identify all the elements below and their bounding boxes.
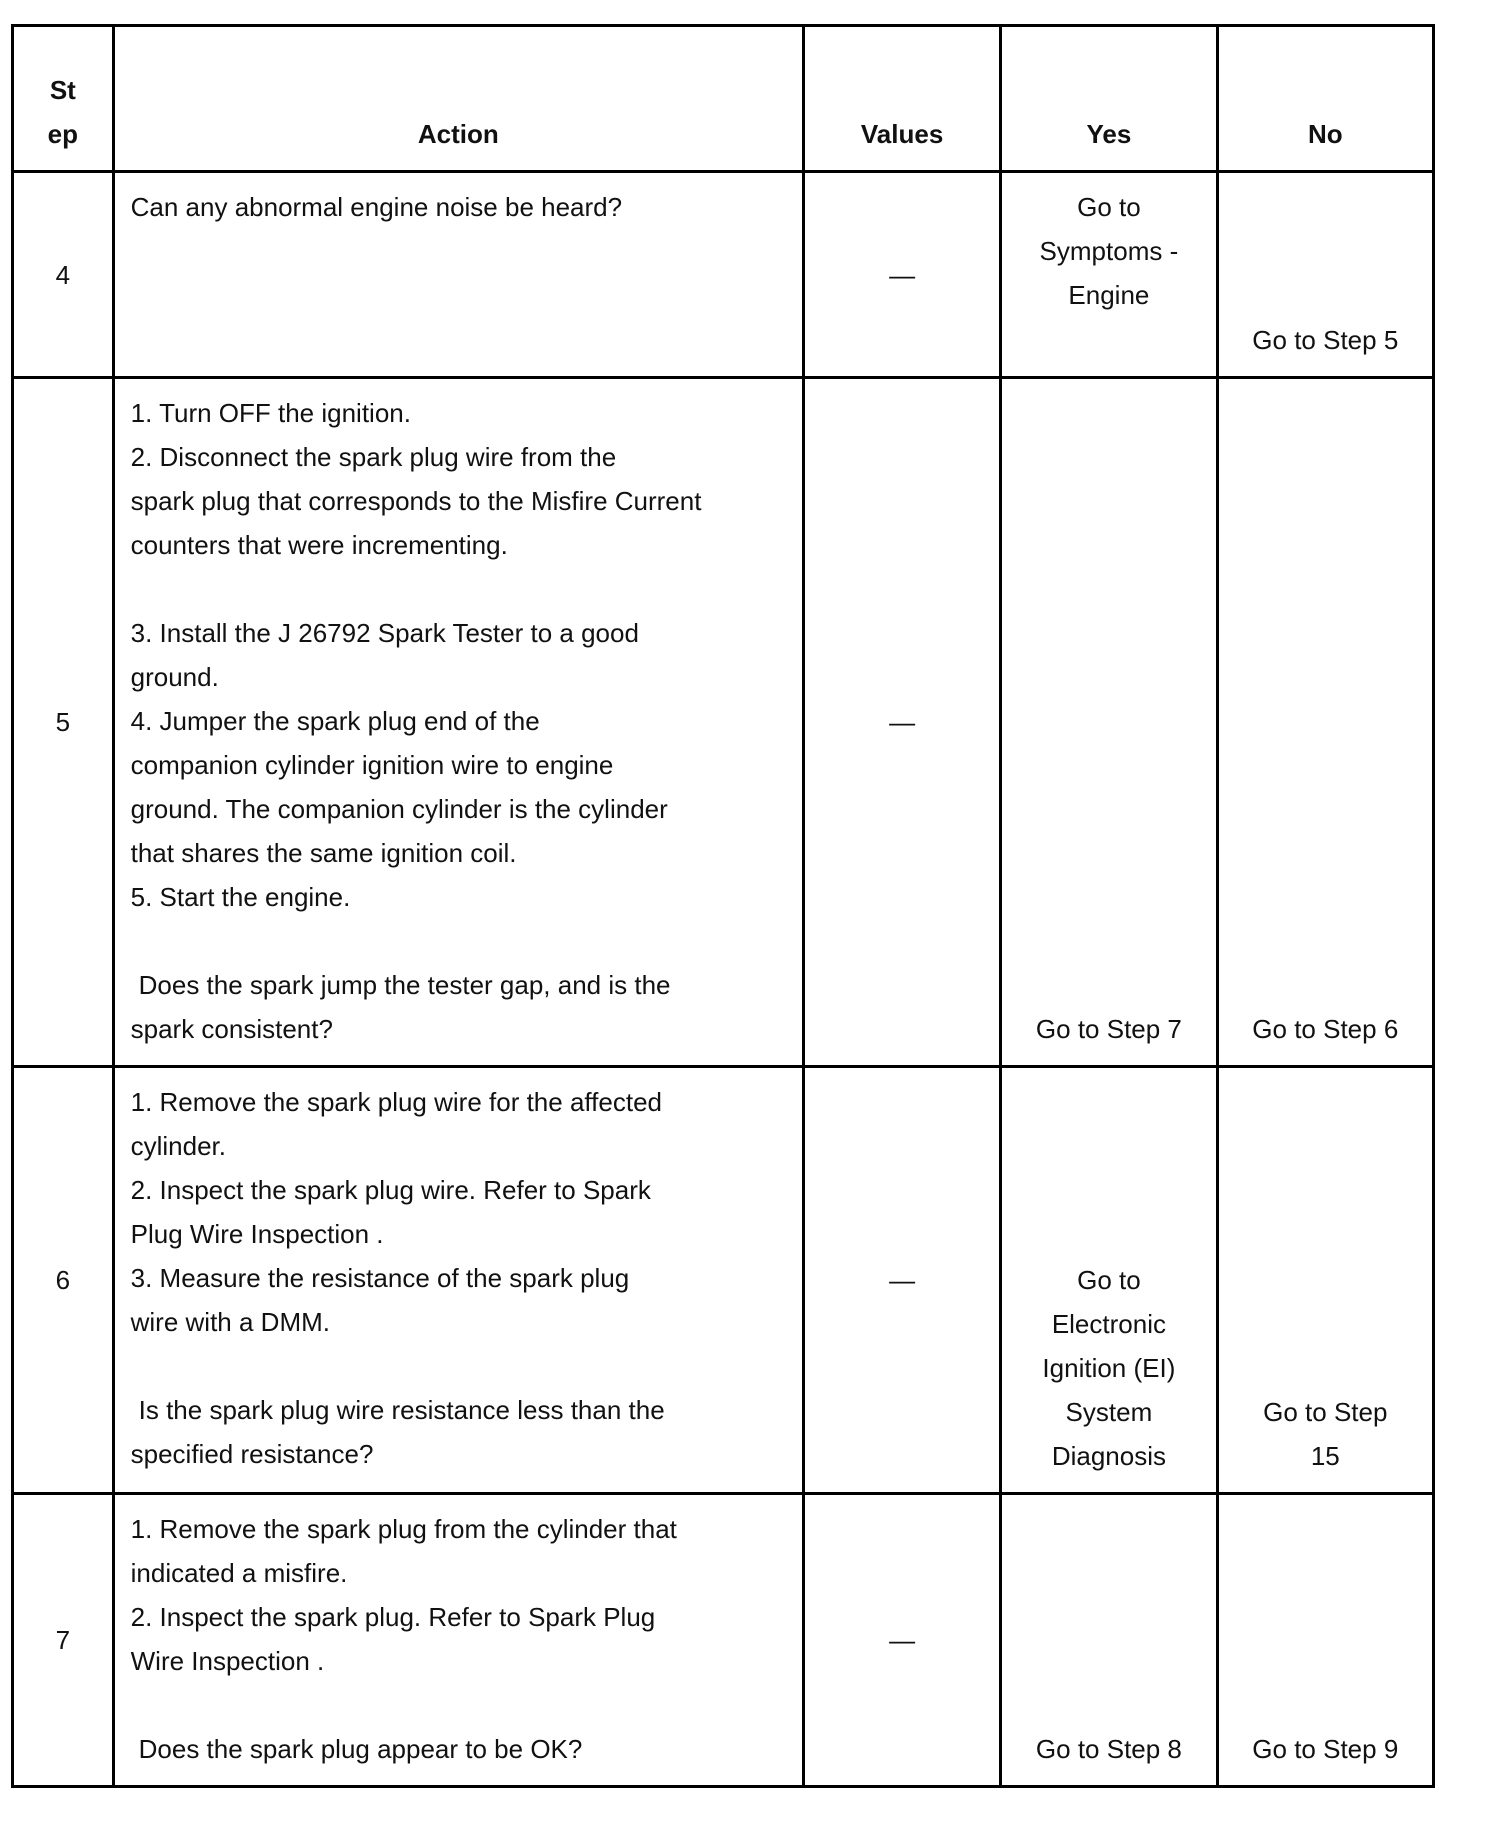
step-number: 4	[13, 172, 114, 378]
action-line: 3. Install the J 26792 Spark Tester to a good	[130, 618, 639, 648]
yes-link-step-8[interactable]: Go to Step 8	[1035, 1734, 1182, 1764]
header-action: Action	[113, 26, 803, 172]
action-line: companion cylinder ignition wire to engine	[130, 750, 614, 780]
yes-cell	[1001, 378, 1217, 1067]
action-cell	[113, 1494, 803, 1787]
spacer	[131, 1683, 788, 1727]
yes-line: Go to	[1077, 192, 1141, 222]
yes-line: System	[1065, 1397, 1153, 1427]
yes-line: Symptoms -	[1039, 236, 1179, 266]
yes-line: Diagnosis	[1051, 1441, 1166, 1471]
no-cell	[1217, 1494, 1433, 1787]
header-step	[13, 26, 114, 172]
action-line: spark consistent?	[130, 1014, 333, 1044]
yes-cell	[1001, 1067, 1217, 1494]
no-link-step-5[interactable]: Go to Step 5	[1252, 325, 1399, 355]
action-line: 1. Remove the spark plug from the cylinder that	[130, 1514, 677, 1544]
action-line: 1. Turn OFF the ignition.	[130, 398, 411, 428]
no-link-step-9[interactable]: Go to Step 9	[1252, 1734, 1399, 1764]
action-line: 2. Inspect the spark plug. Refer to Spark Plug	[130, 1602, 656, 1632]
spacer	[131, 1344, 788, 1388]
action-line: ground.	[130, 662, 219, 692]
action-cell	[113, 1067, 803, 1494]
step-number: 7	[13, 1494, 114, 1787]
yes-line: Electronic	[1051, 1309, 1166, 1339]
yes-line: Engine	[1068, 280, 1150, 310]
step-number: 6	[13, 1067, 114, 1494]
table-row	[13, 1067, 1434, 1494]
action-cell	[113, 172, 803, 378]
diagnostic-table	[11, 24, 1435, 1788]
action-line: specified resistance?	[130, 1439, 374, 1469]
header-yes: Yes	[1001, 26, 1217, 172]
values-cell: —	[803, 172, 1000, 378]
no-cell	[1217, 1067, 1433, 1494]
action-line: indicated a misfire.	[130, 1558, 348, 1588]
spacer	[131, 567, 788, 611]
header-row	[13, 26, 1434, 172]
action-line: that shares the same ignition coil.	[130, 838, 517, 868]
no-line: Go to Step	[1263, 1397, 1388, 1427]
action-question: Does the spark jump the tester gap, and is the	[138, 970, 671, 1000]
no-line: 15	[1310, 1441, 1340, 1471]
table-row	[13, 172, 1434, 378]
values-cell: —	[803, 1067, 1000, 1494]
table-row	[13, 378, 1434, 1067]
no-link-step-15[interactable]	[1219, 1390, 1432, 1478]
no-cell	[1217, 172, 1433, 378]
action-line: Plug Wire Inspection .	[130, 1219, 384, 1249]
action-line: Wire Inspection .	[130, 1646, 325, 1676]
action-line: 5. Start the engine.	[130, 882, 351, 912]
action-line: wire with a DMM.	[130, 1307, 330, 1337]
header-step-line-1: St	[49, 75, 76, 105]
action-line: 1. Remove the spark plug wire for the affected	[130, 1087, 662, 1117]
yes-cell	[1001, 172, 1217, 378]
yes-cell	[1001, 1494, 1217, 1787]
yes-line: Go to	[1077, 1265, 1141, 1295]
action-line: cylinder.	[130, 1131, 227, 1161]
yes-line: Ignition (EI)	[1042, 1353, 1176, 1383]
values-cell: —	[803, 378, 1000, 1067]
spacer	[131, 919, 788, 963]
table-row	[13, 1494, 1434, 1787]
action-line: Can any abnormal engine noise be heard?	[130, 192, 623, 222]
action-line: 3. Measure the resistance of the spark plug	[130, 1263, 630, 1293]
header-values: Values	[803, 26, 1000, 172]
header-no: No	[1217, 26, 1433, 172]
action-line: 2. Disconnect the spark plug wire from the	[130, 442, 617, 472]
action-question: Does the spark plug appear to be OK?	[138, 1734, 583, 1764]
yes-link-ei-diagnosis[interactable]	[1002, 1258, 1215, 1478]
action-line: ground. The companion cylinder is the cylinder	[130, 794, 668, 824]
action-question: Is the spark plug wire resistance less than the	[138, 1395, 665, 1425]
no-cell	[1217, 378, 1433, 1067]
yes-link-step-7[interactable]: Go to Step 7	[1035, 1014, 1182, 1044]
action-line: spark plug that corresponds to the Misfire Current	[130, 486, 702, 516]
action-cell	[113, 378, 803, 1067]
header-step-line-2: ep	[47, 119, 78, 149]
values-cell: —	[803, 1494, 1000, 1787]
action-line: 2. Inspect the spark plug wire. Refer to Spark	[130, 1175, 651, 1205]
action-line: counters that were incrementing.	[130, 530, 508, 560]
step-number: 5	[13, 378, 114, 1067]
no-link-step-6[interactable]: Go to Step 6	[1252, 1014, 1399, 1044]
action-line: 4. Jumper the spark plug end of the	[130, 706, 540, 736]
